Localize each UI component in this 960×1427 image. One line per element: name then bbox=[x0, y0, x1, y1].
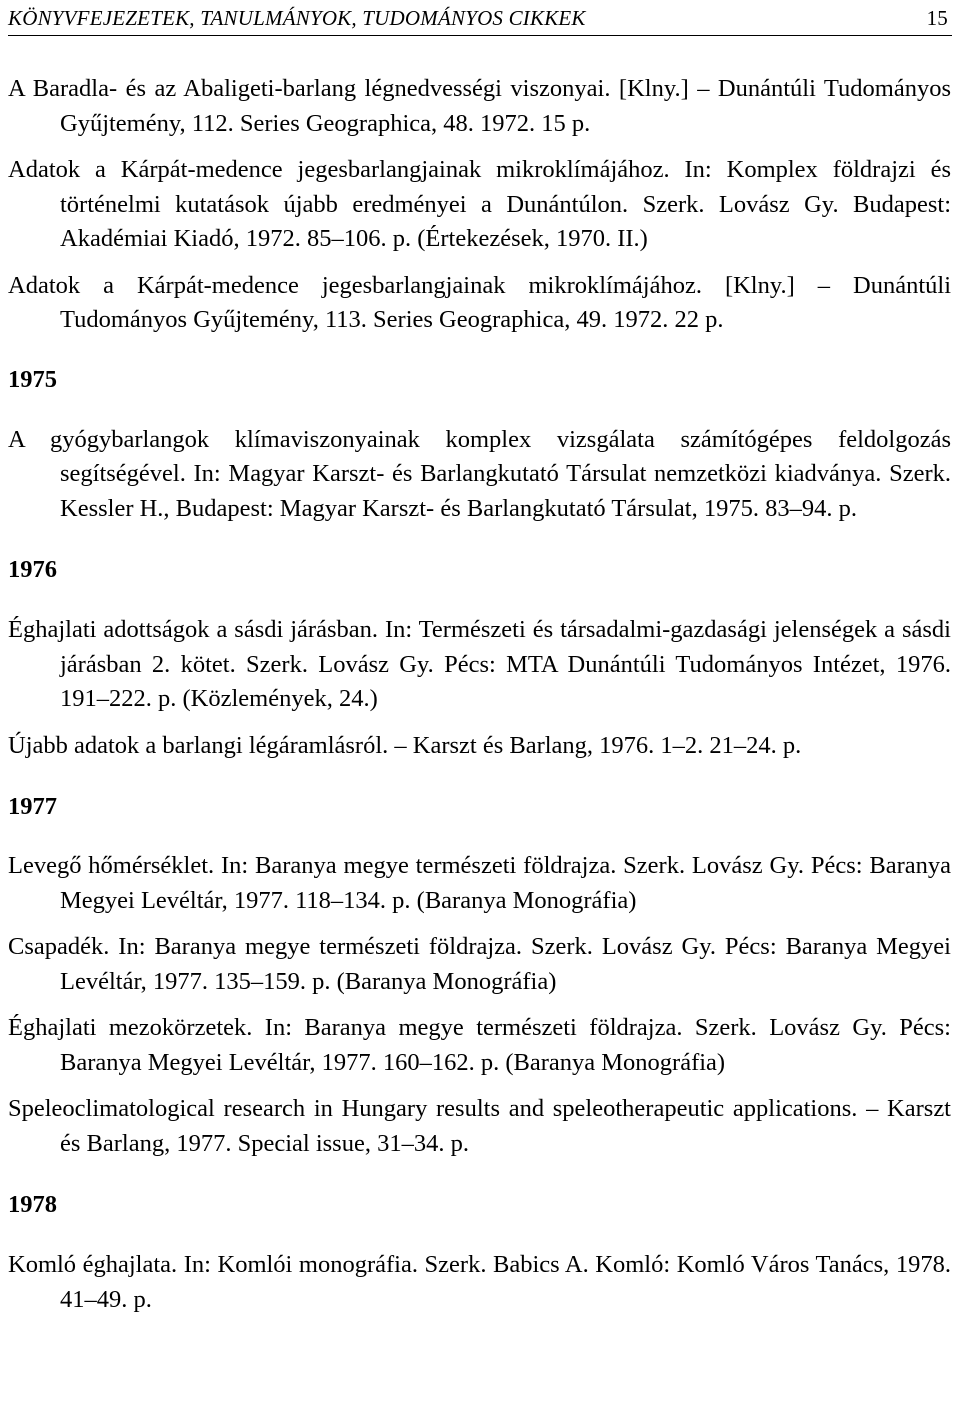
bibliography-entry: A Baradla- és az Abaligeti-barlang légnedvességi viszonyai. [Klny.] – Dunántúli Tudományos Gyűjtemény, 112. Series Geographica, 48. 1972. 15 p. bbox=[8, 75, 951, 137]
page-number: 15 bbox=[926, 6, 948, 30]
bibliography-entry: Adatok a Kárpát-medence jegesbarlangjainak mikroklímájához. In: Komplex földrajzi és történelmi kutatások újabb eredményei a Dunántúlon. Szerk. Lovász Gy. Budapest: Akadémiai Kiadó, 1972. 85–106. p. (Értekezések, 1970. II.) bbox=[8, 156, 951, 252]
bibliography-entry: Adatok a Kárpát-medence jegesbarlangjainak mikroklímájához. [Klny.] – Dunántúli Tudományos Gyűjtemény, 113. Series Geographica, 49. 1972. 22 p. bbox=[8, 271, 951, 333]
bibliography-entry: Újabb adatok a barlangi légáramlásról. – Karszt és Barlang, 1976. 1–2. 21–24. p. bbox=[8, 731, 802, 759]
bibliography-entry: Speleoclimatological research in Hungary results and speleotherapeutic applications. – Karszt és Barlang, 1977. Special issue, 31–34. p. bbox=[8, 1095, 951, 1157]
year-heading: 1976 bbox=[8, 556, 57, 583]
year-heading: 1977 bbox=[8, 793, 57, 820]
year-heading: 1978 bbox=[8, 1191, 57, 1218]
running-header bbox=[8, 2, 952, 36]
bibliography-entry: A gyógybarlangok klímaviszonyainak komplex vizsgálata számítógépes feldolgozás segítségével. In: Magyar Karszt- és Barlangkutató Társulat nemzetközi kiadványa. Szerk. Kessler H., Budapest: Magyar Karszt- és Barlangkutató Társulat, 1975. 83–94. p. bbox=[8, 425, 951, 522]
bibliography-list bbox=[8, 72, 951, 1317]
bibliography-entry: Csapadék. In: Baranya megye természeti földrajza. Szerk. Lovász Gy. Pécs: Baranya Megyei Levéltár, 1977. 135–159. p. (Baranya Monográfia) bbox=[8, 933, 951, 995]
bibliography-entry: Éghajlati mezokörzetek. In: Baranya megye természeti földrajza. Szerk. Lovász Gy. Pécs: Baranya Megyei Levéltár, 1977. 160–162. p. (Baranya Monográfia) bbox=[8, 1014, 951, 1076]
bibliography-entry: Levegő hőmérséklet. In: Baranya megye természeti földrajza. Szerk. Lovász Gy. Pécs: Baranya Megyei Levéltár, 1977. 118–134. p. (Baranya Monográfia) bbox=[8, 852, 951, 914]
bibliography-entry: Éghajlati adottságok a sásdi járásban. In: Természeti és társadalmi-gazdasági jelenségek a sásdi járásban 2. kötet. Szerk. Lovász Gy. Pécs: MTA Dunántúli Tudományos Intézet, 1976. 191–222. p. (Közlemények, 24.) bbox=[8, 616, 951, 712]
year-heading: 1975 bbox=[8, 365, 57, 393]
section-title: KÖNYVFEJEZETEK, TANULMÁNYOK, TUDOMÁNYOS CIKKEK bbox=[8, 6, 586, 30]
bibliography-entry: Komló éghajlata. In: Komlói monográfia. Szerk. Babics A. Komló: Komló Város Tanács, 1978. 41–49. p. bbox=[8, 1251, 951, 1313]
